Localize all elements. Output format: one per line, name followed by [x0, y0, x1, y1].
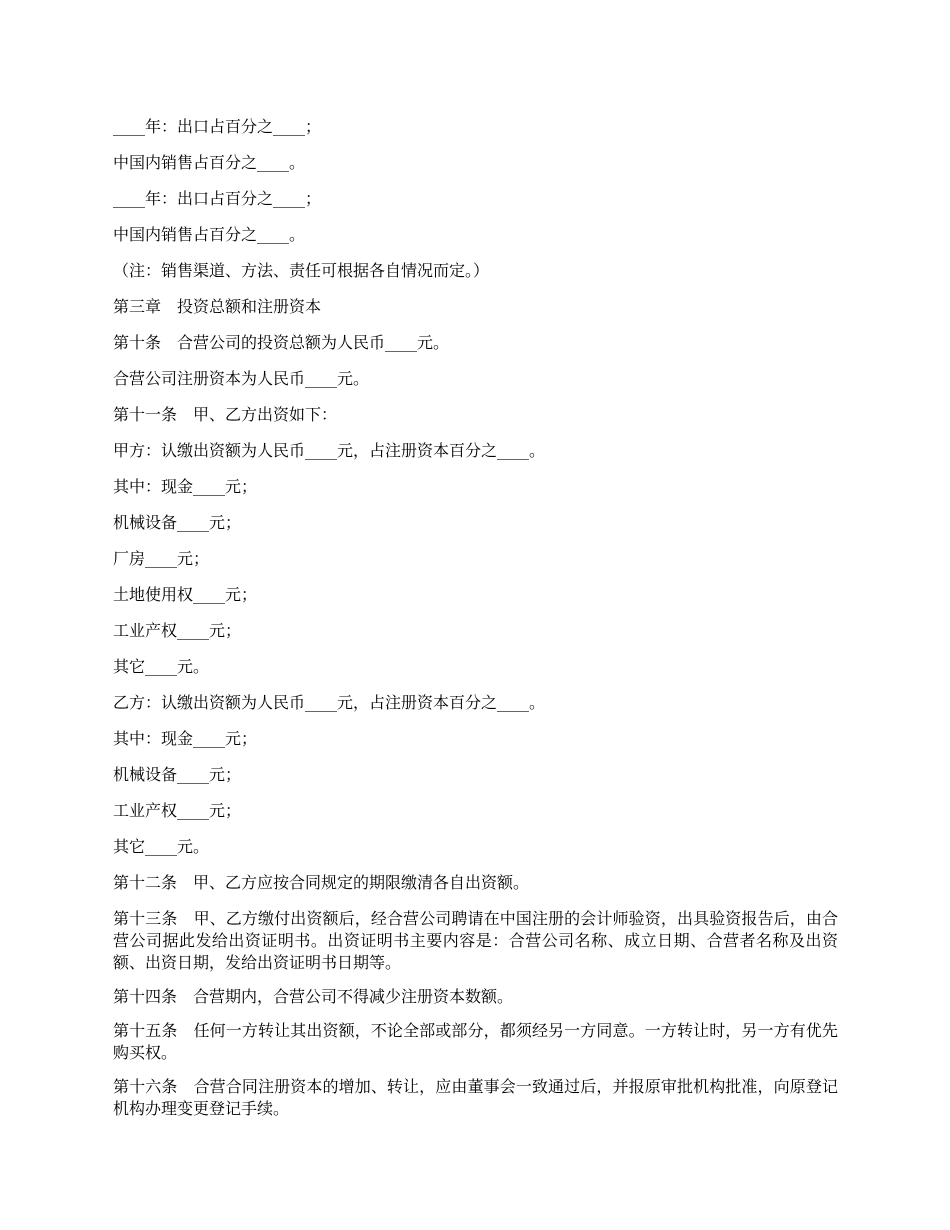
party-b-industrial-property: 工业产权____元； [113, 801, 242, 820]
party-b-machinery: 机械设备____元； [113, 765, 242, 784]
party-a-contribution: 甲方：认缴出资额为人民币____元，占注册资本百分之____。 [113, 441, 546, 460]
party-a-machinery: 机械设备____元； [113, 513, 242, 532]
chapter-three-heading: 第三章 投资总额和注册资本 [113, 297, 322, 316]
document-body [113, 112, 838, 1132]
party-a-plant: 厂房____元； [113, 549, 210, 568]
article-16: 第十六条 合营合同注册资本的增加、转让，应由董事会一致通过后，并报原审批机构批准，向原登记机构办理变更登记手续。 [113, 1077, 838, 1118]
article-15: 第十五条 任何一方转让其出资额，不论全部或部分，都须经另一方同意。一方转让时，另一方有优先购买权。 [113, 1021, 838, 1062]
article-11: 第十一条 甲、乙方出资如下： [113, 405, 338, 424]
party-a-other: 其它____元。 [113, 657, 210, 676]
article-14: 第十四条 合营期内，合营公司不得减少注册资本数额。 [113, 987, 514, 1006]
party-b-cash: 其中：现金____元； [113, 729, 258, 748]
registered-capital-line: 合营公司注册资本为人民币____元。 [113, 369, 370, 388]
party-a-industrial-property: 工业产权____元； [113, 621, 242, 640]
export-ratio-line-2: ____年：出口占百分之____； [113, 189, 322, 208]
party-a-cash: 其中：现金____元； [113, 477, 258, 496]
article-12: 第十二条 甲、乙方应按合同规定的期限缴清各自出资额。 [113, 873, 530, 892]
sales-note: （注：销售渠道、方法、责任可根据各自情况而定。） [113, 261, 490, 280]
party-b-other: 其它____元。 [113, 837, 210, 856]
article-10: 第十条 合营公司的投资总额为人民币____元。 [113, 333, 450, 352]
article-13: 第十三条 甲、乙方缴付出资额后，经合营公司聘请在中国注册的会计师验资，出具验资报告后，由合营公司据此发给出资证明书。出资证明书主要内容是：合营公司名称、成立日期、合营者名称及出资额、出资日期，发给出资证明书日期等。 [113, 909, 838, 972]
party-b-contribution: 乙方：认缴出资额为人民币____元，占注册资本百分之____。 [113, 693, 546, 712]
export-ratio-line-1: ____年：出口占百分之____； [113, 117, 322, 136]
domestic-sales-line-2: 中国内销售占百分之____。 [113, 225, 306, 244]
party-a-land-use-right: 土地使用权____元； [113, 585, 258, 604]
domestic-sales-line-1: 中国内销售占百分之____。 [113, 153, 306, 172]
